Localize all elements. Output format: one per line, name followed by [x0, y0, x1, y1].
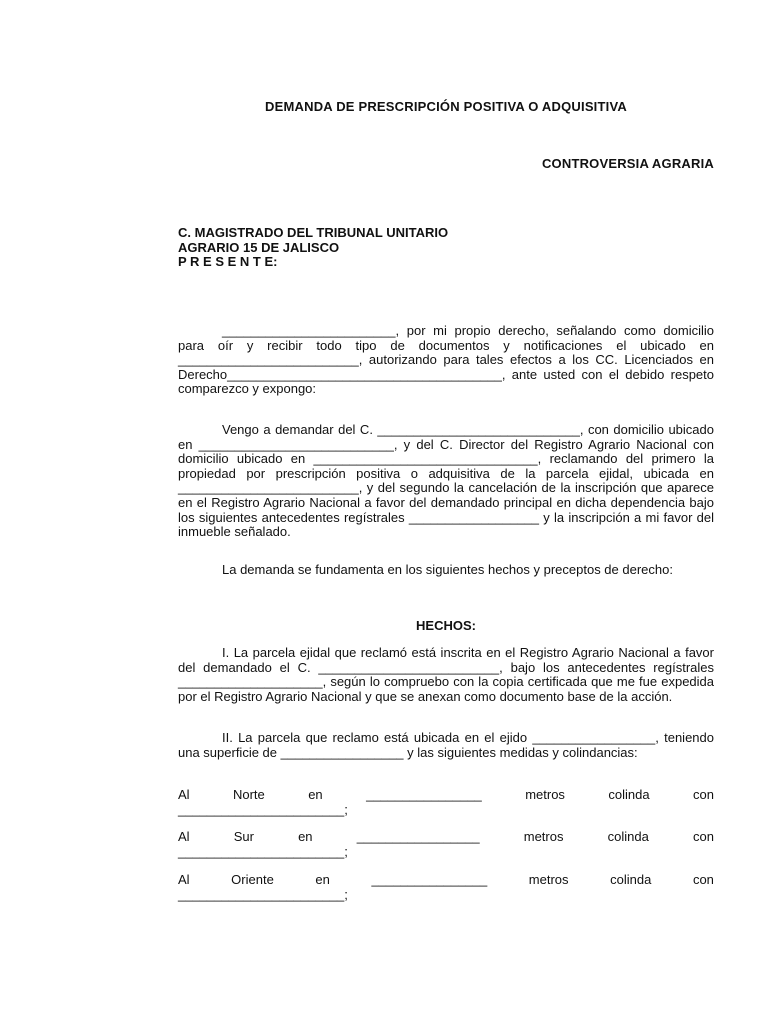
- boundary-con: con: [692, 787, 714, 802]
- fact-1-paragraph: I. La parcela ejidal que reclamó está inscrita en el Registro Agrario Nacional a favor del demandado el C. _________________________, bajo los antecedentes regístrales ____________________, según lo compruebo con la copia certificada que me fue expedida por el Registro Agrario Nacional y que se anexan como documento base de la acción.: [178, 645, 714, 704]
- boundary-colinda: colinda: [608, 787, 650, 802]
- boundary-metros: metros: [523, 829, 564, 844]
- intro-paragraph: ________________________, por mi propio derecho, señalando como domicilio para oír y recibir todo tipo de documentos y notificaciones el ubicado en _________________________, autorizando para tales efectos a los CC. Licenciados en Derecho______________________________________, ante usted con el debido respeto comparezco y expongo:: [178, 323, 714, 397]
- intro-paragraph-block: [178, 324, 714, 397]
- boundary-al: Al: [178, 787, 190, 802]
- boundary-direction: Norte: [232, 787, 265, 802]
- boundary-al: Al: [178, 829, 190, 844]
- boundary-metros: metros: [525, 787, 565, 802]
- boundary-direction: Oriente: [231, 872, 274, 887]
- boundary-en: en: [308, 787, 323, 802]
- fact-2-block: [178, 731, 714, 760]
- boundary-en: en: [315, 872, 330, 887]
- boundary-con: con: [692, 872, 714, 887]
- boundary-colinda: colinda: [607, 829, 649, 844]
- boundary-south: [178, 829, 714, 859]
- boundary-second-line: _______________________;: [178, 802, 348, 817]
- boundary-direction: Sur: [233, 829, 254, 844]
- boundary-en: en: [298, 829, 313, 844]
- boundary-blank: ________________: [371, 872, 488, 887]
- boundary-metros: metros: [528, 872, 569, 887]
- boundary-blank: _________________: [356, 829, 480, 844]
- fact-1-block: [178, 646, 714, 704]
- document-title: DEMANDA DE PRESCRIPCIÓN POSITIVA O ADQUISITIVA: [265, 99, 627, 114]
- demand-paragraph-block: [178, 423, 714, 540]
- boundary-con: con: [692, 829, 714, 844]
- basis-paragraph-block: [178, 563, 714, 578]
- fact-2-paragraph: II. La parcela que reclamo está ubicada en el ejido _________________, teniendo una superficie de _________________ y las siguientes medidas y colindancias:: [178, 730, 714, 760]
- boundary-colinda: colinda: [610, 872, 652, 887]
- basis-paragraph: La demanda se fundamenta en los siguientes hechos y preceptos de derecho:: [222, 562, 673, 577]
- addressee-line-1: C. MAGISTRADO DEL TRIBUNAL UNITARIO: [178, 225, 449, 240]
- boundary-second-line: _______________________;: [178, 887, 348, 902]
- addressee-line-2: AGRARIO 15 DE JALISCO: [178, 239, 340, 255]
- addressee-line-3: P R E S E N T E:: [178, 254, 278, 269]
- boundary-east: [178, 872, 714, 902]
- addressee-block: [178, 226, 448, 270]
- boundary-north: [178, 787, 714, 817]
- facts-heading: HECHOS:: [416, 618, 476, 633]
- case-type-label: CONTROVERSIA AGRARIA: [541, 156, 714, 171]
- demand-paragraph: Vengo a demandar del C. ____________________________, con domicilio ubicado en ___________________________, y del C. Director del Registro Agrario Nacional con domicilio ubicado en _______________________________, reclamando del primero la propiedad por prescripción positiva o adquisitiva de la parcela ejidal, ubicada en _________________________, y del segundo la cancelación de la inscripción que aparece en el Registro Agrario Nacional a favor del demandado principal en dicha dependencia bajo los siguientes antecedentes regístrales __________________ y la inscripción a mi favor del inmueble señalado.: [178, 422, 714, 540]
- boundary-blank: ________________: [366, 787, 482, 802]
- boundary-second-line: _______________________;: [178, 844, 348, 859]
- boundary-al: Al: [178, 872, 190, 887]
